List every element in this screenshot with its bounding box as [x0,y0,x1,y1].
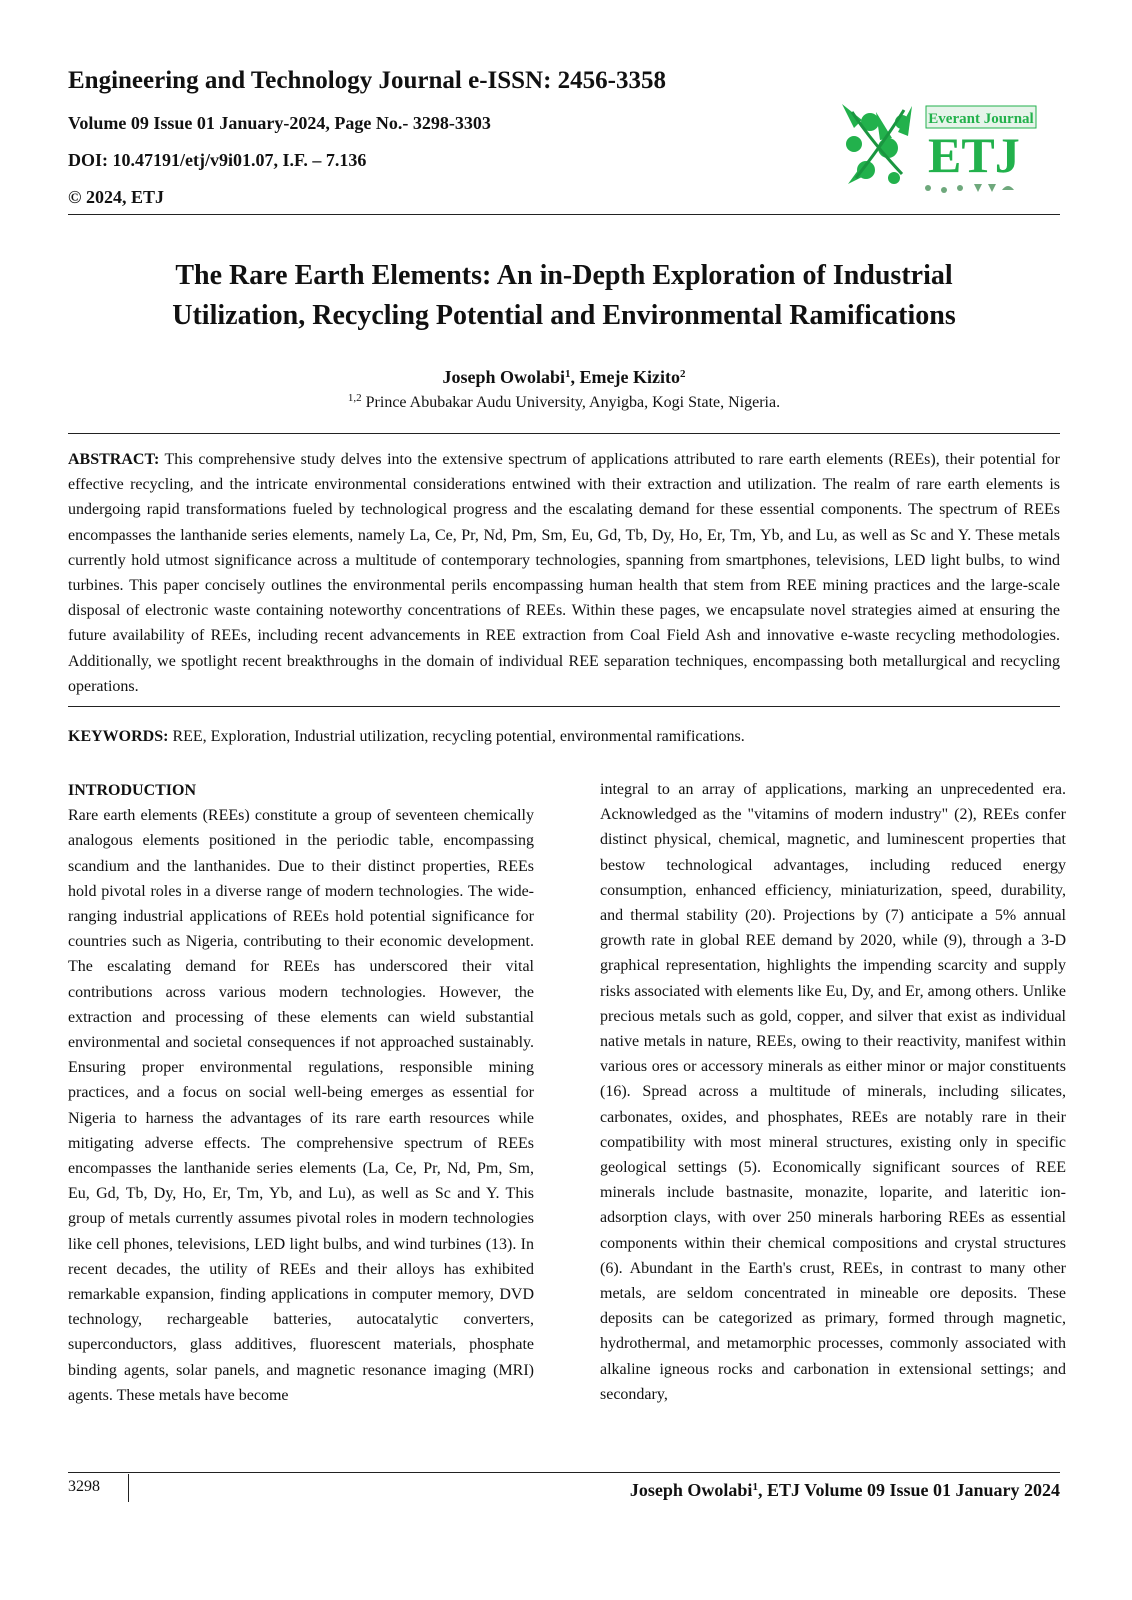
authors [68,365,1060,389]
doi-line: DOI: 10.47191/etj/v9i01.07, I.F. – 7.136 [68,150,367,170]
title-line-1: The Rare Earth Elements: An in-Depth Exploration of Industrial [175,260,953,291]
logo-text: Everant Journal [928,111,1034,127]
affiliation [68,392,1060,414]
affiliation-text: Prince Abubakar Audu University, Anyigba, Kogi State, Nigeria. [361,394,781,411]
footer-separator [128,1474,129,1502]
paper-title [68,256,1060,336]
affiliation-sup: 1,2 [347,392,362,404]
title-line-2: Utilization, Recycling Potential and Environmental Ramifications [172,300,956,331]
left-column [68,778,534,1408]
page-number: 3298 [68,1478,100,1495]
footer-citation [630,1480,1060,1501]
journal-header [68,66,708,221]
abstract-bottom-divider [68,706,1060,707]
footer-author: Joseph Owolabi [629,1480,753,1500]
footer-divider [68,1472,1060,1473]
logo-letters: ETJ [928,127,1020,183]
header-divider [68,214,1060,215]
volume-line: Volume 09 Issue 01 January-2024, Page No.- 3298-3303 [68,113,491,133]
abstract-top-divider [68,433,1060,434]
author-2-sup: 2 [680,368,686,380]
author-separator: , [570,367,580,387]
keywords-label: KEYWORDS: [68,728,169,745]
abstract-text: This comprehensive study delves into the extensive spectrum of applications attributed to rare earth elements (REEs), their potential for effective recycling, and the intricate environmental considerations entwined with their extraction and utilization. The realm of rare earth elements is undergoing rapid transformations fueled by technological progress and the escalating demand for these essential components. The spectrum of REEs encompasses the lanthanide series elements, namely La, Ce, Pr, Nd, Pm, Sm, Eu, Gd, Tb, Dy, Ho, Er, Tm, Yb, and Lu, as well as Sc and Y. These metals currently hold utmost significance across a multitude of contemporary technologies, spanning from smartphones, televisions, LED light bulbs, to wind turbines. This paper concisely outlines the environmental perils encompassing human health that stem from REE mining practices and the large-scale disposal of electronic waste containing noteworthy concentrations of REEs. Within these pages, we encapsulate novel strategies aimed at ensuring the future availability of REEs, including recent advancements in REE extraction from Coal Field Ash and innovative e-waste recycling methodologies. Additionally, we spotlight recent breakthroughs in the domain of individual REE separation techniques, encompassing both metallurgical and recycling operations. [68,451,1060,695]
author-1: Joseph Owolabi [442,367,566,387]
footer-author-sup: 1 [752,1481,758,1493]
etj-logo [832,92,1042,202]
keywords [68,726,1060,748]
section-heading: INTRODUCTION [68,782,197,799]
author-2: Emeje Kizito [579,367,680,387]
keywords-text: REE, Exploration, Industrial utilization, recycling potential, environmental ramifications. [168,728,745,745]
right-column-text: integral to an array of applications, marking an unprecedented era. Acknowledged as the "vitamins of modern industry" (2), REEs confer distinct physical, chemical, magnetic, and luminescent properties that bestow technological advantages, including reduced energy consumption, enhanced efficiency, miniaturization, speed, durability, and thermal stability (20). Projections by (7) anticipate a 5% annual growth rate in global REE demand by 2020, while (9), through a 3-D graphical representation, highlights the impending scarcity and supply risks associated with elements like Eu, Dy, and Er, among others. Unlike precious metals such as gold, copper, and silver that exist as individual native metals in nature, REEs, owing to their reactivity, manifest within various ores or accessory minerals as either minor or major constituents (16). Spread across a multitude of minerals, including silicates, carbonates, oxides, and phosphates, REEs are notably rare in their compatibility with most mineral structures, existing only in specific geological settings (5). Economically significant sources of REE minerals include bastnasite, monazite, loparite, and lateritic ion-adsorption clays, with over 250 minerals harboring REEs as essential components within their chemical compositions and crystal structures (6). Abundant in the Earth's crust, REEs, in contrast to many other metals, are seldom concentrated in mineable ore deposits. These deposits can be categorized as primary, formed through magnetic, hydrothermal, and metamorphic processes, commonly associated with alkaline igneous rocks and carbonation in extensional settings; and secondary, [600,781,1066,1403]
abstract-label: ABSTRACT: [68,451,160,468]
left-column-text: Rare earth elements (REEs) constitute a group of seventeen chemically analogous elements positioned in the periodic table, encompassing scandium and the lanthanides. Due to their distinct properties, REEs hold pivotal roles in a diverse range of modern technologies. The wide-ranging industrial applications of REEs hold potential significance for countries such as Nigeria, contributing to their economic development. The escalating demand for REEs has underscored their vital contributions across various modern technologies. However, the extraction and processing of these elements can wield substantial environmental and societal consequences if not approached sustainably. Ensuring proper environmental regulations, responsible mining practices, and a focus on social well-being emerges as essential for Nigeria to harness the advantages of its rare earth resources while mitigating adverse effects. The comprehensive spectrum of REEs encompasses the lanthanide series elements (La, Ce, Pr, Nd, Pm, Sm, Eu, Gd, Tb, Dy, Ho, Er, Tm, Yb, and Lu), as well as Sc and Y. This group of metals currently assumes pivotal roles in modern technologies like cell phones, televisions, LED light bulbs, and wind turbines (13). In recent decades, the utility of REEs and their alloys has exhibited remarkable expansion, finding applications in computer memory, DVD technology, rechargeable batteries, autocatalytic converters, superconductors, glass additives, fluorescent materials, phosphate binding agents, solar panels, and magnetic resonance imaging (MRI) agents. These metals have become [68,807,534,1404]
author-1-sup: 1 [565,368,571,380]
footer-journal-issue: , ETJ Volume 09 Issue 01 January 2024 [757,1480,1060,1500]
abstract [68,447,1060,699]
copyright-line: © 2024, ETJ [68,187,164,207]
right-column [600,777,1066,1407]
journal-title: Engineering and Technology Journal e-ISSN: 2456-3358 [68,67,667,94]
